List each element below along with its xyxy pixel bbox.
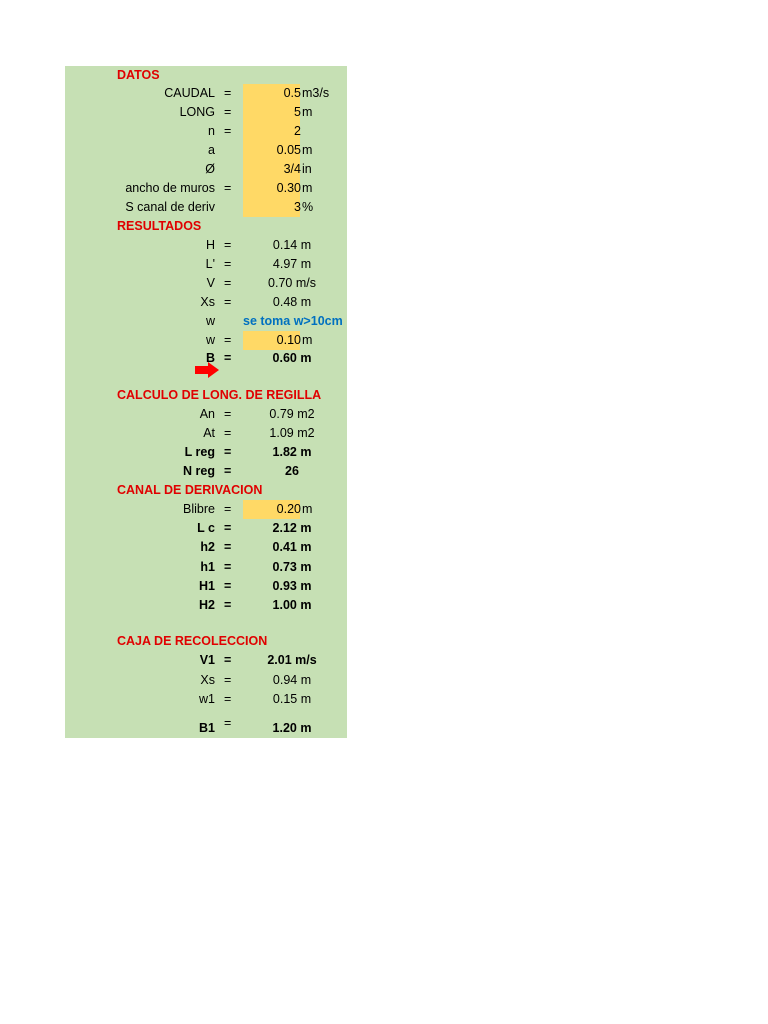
row-Lc	[65, 519, 347, 538]
row-w-note	[65, 312, 347, 331]
equals-sign: =	[224, 598, 232, 612]
section-title-resultados: RESULTADOS	[117, 219, 202, 233]
w1-label: w1	[199, 692, 215, 706]
equals-sign: =	[224, 238, 232, 252]
equals-sign: =	[224, 124, 232, 138]
row-caudal	[65, 84, 347, 103]
H1-label: H1	[199, 579, 215, 593]
Blibre-label: Blibre	[183, 502, 215, 516]
L-label: L'	[205, 257, 215, 271]
n-value[interactable]: 2	[294, 124, 301, 138]
row-H	[65, 236, 347, 255]
row-L	[65, 255, 347, 274]
long-unit: m	[302, 105, 313, 119]
H2-value: 1.00 m	[272, 598, 312, 612]
B-label: B	[205, 351, 215, 365]
section-title-regilla: CALCULO DE LONG. DE REGILLA	[117, 388, 322, 402]
row-B1	[65, 716, 347, 738]
row-An	[65, 405, 347, 424]
B1-label: B1	[199, 721, 215, 735]
section-caja-row	[65, 632, 347, 651]
a-label: a	[208, 143, 215, 157]
input-cell-highlight[interactable]	[243, 198, 300, 217]
h1-label: h1	[200, 560, 215, 574]
caudal-unit: m3/s	[302, 86, 330, 100]
equals-sign: =	[224, 502, 232, 516]
input-cell-highlight[interactable]	[243, 103, 300, 122]
equals-sign: =	[224, 181, 232, 195]
row-n	[65, 122, 347, 141]
Lc-label: L c	[197, 521, 215, 535]
row-s-canal	[65, 198, 347, 217]
H2-label: H2	[199, 598, 215, 612]
w1-value: 0.15 m	[272, 692, 312, 706]
V1-label: V1	[199, 653, 215, 667]
Blibre-unit: m	[302, 502, 313, 516]
row-long	[65, 103, 347, 122]
section-regilla-row	[65, 386, 347, 405]
L-value: 4.97 m	[272, 257, 312, 271]
row-w1	[65, 690, 347, 709]
equals-sign: =	[224, 716, 232, 730]
section-resultados-row	[65, 217, 347, 236]
row-Xs	[65, 293, 347, 312]
w-unit: m	[302, 333, 313, 347]
row-At	[65, 424, 347, 443]
w-note-label: w	[205, 314, 215, 328]
a-value[interactable]: 0.05	[276, 143, 301, 157]
H-value: 0.14 m	[272, 238, 312, 252]
B-value: 0.60 m	[272, 351, 312, 365]
section-title-canal: CANAL DE DERIVACION	[117, 483, 263, 497]
input-cell-highlight[interactable]	[243, 122, 300, 141]
H-label: H	[205, 238, 215, 252]
row-V1	[65, 651, 347, 670]
equals-sign: =	[224, 426, 232, 440]
section-title-datos: DATOS	[117, 68, 160, 82]
equals-sign: =	[224, 445, 232, 459]
Lreg-value: 1.82 m	[272, 445, 312, 459]
V-value: 0.70 m/s	[268, 276, 316, 290]
equals-sign: =	[224, 351, 232, 365]
equals-sign: =	[224, 257, 232, 271]
Nreg-label: N reg	[183, 464, 215, 478]
V1-value: 2.01 m/s	[267, 653, 317, 667]
n-label: n	[208, 124, 215, 138]
row-H1	[65, 577, 347, 596]
row-caja-Xs	[65, 671, 347, 690]
equals-sign: =	[224, 295, 232, 309]
equals-sign: =	[224, 521, 232, 535]
ancho-muros-label: ancho de muros	[125, 181, 215, 195]
s-canal-unit: %	[302, 200, 314, 214]
caja-Xs-value: 0.94 m	[272, 673, 312, 687]
phi-unit: in	[302, 162, 312, 176]
section-canal-row	[65, 481, 347, 500]
equals-sign: =	[224, 692, 232, 706]
row-V	[65, 274, 347, 293]
equals-sign: =	[224, 560, 232, 574]
calculation-sheet	[65, 66, 347, 738]
equals-sign: =	[224, 333, 232, 347]
equals-sign: =	[224, 673, 232, 687]
w-note-text: se toma w>10cm	[243, 314, 343, 328]
equals-sign: =	[224, 86, 232, 100]
Lreg-label: L reg	[184, 445, 215, 459]
row-h2	[65, 538, 347, 557]
An-value: 0.79 m2	[269, 407, 315, 421]
phi-label: Ø	[205, 162, 215, 176]
equals-sign: =	[224, 276, 232, 290]
h2-label: h2	[200, 540, 215, 554]
An-label: An	[199, 407, 215, 421]
phi-value[interactable]: 3/4	[283, 162, 301, 176]
w-label: w	[205, 333, 215, 347]
Lc-value: 2.12 m	[272, 521, 312, 535]
ancho-muros-unit: m	[302, 181, 313, 195]
row-w	[65, 331, 347, 350]
At-label: At	[203, 426, 215, 440]
row-ancho-muros	[65, 179, 347, 198]
h1-value: 0.73 m	[272, 560, 312, 574]
long-label: LONG	[179, 105, 215, 119]
equals-sign: =	[224, 407, 232, 421]
caudal-value[interactable]: 0.5	[283, 86, 301, 100]
equals-sign: =	[224, 464, 232, 478]
right-arrow-icon	[195, 362, 219, 378]
equals-sign: =	[224, 579, 232, 593]
row-h1	[65, 558, 347, 577]
row-a	[65, 141, 347, 160]
row-phi	[65, 160, 347, 179]
a-unit: m	[302, 143, 313, 157]
Nreg-value: 26	[285, 464, 299, 478]
equals-sign: =	[224, 653, 232, 667]
B1-value: 1.20 m	[272, 721, 312, 735]
section-datos-row	[65, 66, 347, 85]
w-value[interactable]: 0.10	[276, 333, 301, 347]
Xs-value: 0.48 m	[272, 295, 312, 309]
V-label: V	[206, 276, 215, 290]
H1-value: 0.93 m	[272, 579, 312, 593]
s-canal-value[interactable]: 3	[294, 200, 301, 214]
caja-Xs-label: Xs	[200, 673, 215, 687]
equals-sign: =	[224, 105, 232, 119]
long-value[interactable]: 5	[294, 105, 301, 119]
row-Nreg	[65, 462, 347, 481]
Xs-label: Xs	[200, 295, 215, 309]
h2-value: 0.41 m	[272, 540, 312, 554]
caudal-label: CAUDAL	[164, 86, 215, 100]
s-canal-label: S canal de deriv	[125, 200, 215, 214]
equals-sign: =	[224, 540, 232, 554]
Blibre-value[interactable]: 0.20	[276, 502, 301, 516]
row-H2	[65, 596, 347, 615]
ancho-muros-value[interactable]: 0.30	[276, 181, 301, 195]
section-title-caja: CAJA DE RECOLECCION	[117, 634, 268, 648]
row-Lreg	[65, 443, 347, 462]
At-value: 1.09 m2	[269, 426, 315, 440]
row-Blibre	[65, 500, 347, 519]
